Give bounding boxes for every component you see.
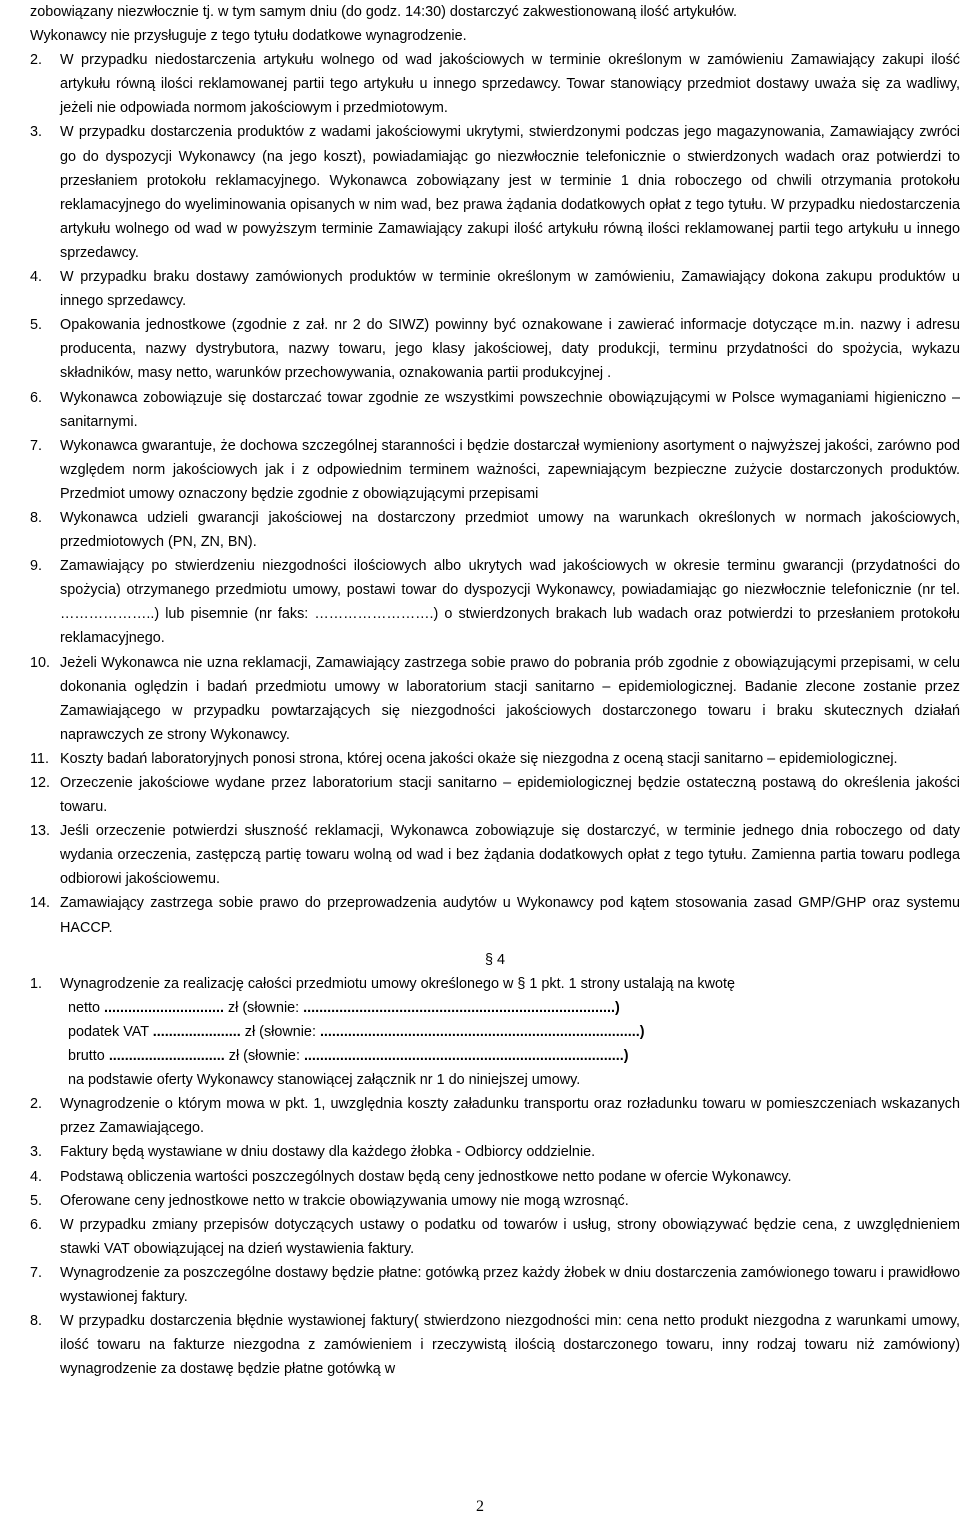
item-text: W przypadku dostarczenia produktów z wadami jakościowymi ukrytymi, stwierdzonymi podczas jego magazynowania, Zamawiający zwróci go do dyspozycji Wykonawcy (na jego koszt), powiadamiając go niezwłocznie telefonicznie o stwierdzonych wadach oraz potwierdzi to przesłaniem protokołu reklamacyjnego. Wykonawca zobowiązany jest w terminie 1 dnia roboczego od chwili otrzymania protokołu reklamacyjnego do wyeliminowania opisanych w nim wad, bez prawa żądania dodatkowych opłat z tego tytułu. W przypadku niedostarczenia artykułu wolnego od wad w powyższym terminie Zamawiający zakupi ilość artykułu równą ilości reklamowanej partii tego artykułu u innego sprzedawcy.: [60, 124, 960, 261]
intro-line-2: Wykonawcy nie przysługuje z tego tytułu dodatkowe wynagrodzenie.: [30, 28, 467, 45]
item-number: 12.: [30, 775, 51, 791]
list-item: [30, 651, 960, 747]
list-item: [30, 506, 960, 554]
amount-currency: zł (słownie:: [223, 999, 304, 1016]
item-number: 5.: [30, 317, 43, 334]
item-text: Faktury będą wystawiane w dniu dostawy dla każdego żłobka - Odbiorcy oddzielnie.: [60, 1144, 596, 1161]
item-number: 10.: [30, 654, 51, 671]
item-text: Orzeczenie jakościowe wydane przez laboratorium stacji sanitarno – epidemiologicznej będzie ostateczną postawą do określenia jakości towaru.: [60, 775, 960, 816]
amount-words-dots: ..............................................................................): [303, 999, 620, 1016]
item-number: 14.: [30, 895, 51, 912]
item-text: Zamawiający po stwierdzeniu niezgodności ilościowych albo ukrytych wad jakościowych w okresie terminu gwarancji (przydatności do spożycia) otrzymanego przedmiotu umowy, postawi towar do dyspozycji Wykonawcy, powiadamiając go niezwłocznie telefonicznie (nr tel. ………………..) lub pisemnie (nr faks: …………………….) o stwierdzonych brakach lub wadach oraz potwierdzi to przesłaniem protokołu reklamacyjnego.: [60, 558, 960, 647]
item-text: Wynagrodzenie za poszczególne dostawy będzie płatne: gotówką przez każdy żłobek w dniu dostarczenia zamówionego towaru i prawidłowo wystawionej faktury.: [60, 1264, 960, 1305]
item-text: Wykonawca udzieli gwarancji jakościowej na dostarczony przedmiot umowy na warunkach określonych w normach jakościowych, przedmiotowych (PN, ZN, BN).: [60, 509, 960, 551]
item-number: 4.: [30, 269, 43, 286]
amount-row-brutto: [30, 1044, 960, 1068]
list-item: [30, 1309, 960, 1381]
section-4-list-continued: [30, 1092, 960, 1381]
item-text: Opakowania jednostkowe (zgodnie z zał. nr 2 do SIWZ) powinny być oznakowane i zawierać informacje dotyczące m.in. nazwy i adresu producenta, nazwy dystrybutora, nazwy towaru, jego klasy jakościowej, daty produkcji, terminu przydatności do spożycia, wykazu składników, masy netto, warunków przechowywania, oznakowania partii produkcyjnej .: [60, 317, 960, 382]
list-item: [30, 386, 960, 434]
offer-note: na podstawie oferty Wykonawcy stanowiącej załącznik nr 1 do niniejszej umowy.: [68, 1072, 581, 1089]
item-number: 11.: [30, 750, 49, 767]
item-number: 1.: [30, 975, 43, 992]
list-item: [30, 891, 960, 939]
amount-currency: zł (słownie:: [224, 1048, 304, 1065]
item-number: 3.: [30, 1144, 43, 1161]
section-3-list: [30, 48, 960, 939]
list-item: [30, 1092, 960, 1140]
item-number: 8.: [30, 509, 43, 526]
amount-currency: zł (słownie:: [240, 1023, 320, 1040]
amount-words-dots: ................................................................................): [303, 1048, 629, 1065]
item-number: 4.: [30, 1168, 43, 1185]
item-number: 6.: [30, 389, 43, 406]
amount-label: netto: [68, 999, 105, 1016]
list-item: [30, 819, 960, 891]
item-text: Wynagrodzenie o którym mowa w pkt. 1, uwzględnia koszty załadunku transportu oraz rozładunku towaru w pomieszczeniach wskazanych przez Zamawiającego.: [60, 1096, 960, 1137]
list-item: [30, 1189, 960, 1213]
list-item: [30, 120, 960, 265]
item-text: Jeżeli Wykonawca nie uzna reklamacji, Zamawiający zastrzega sobie prawo do pobrania prób zgodnie z obowiązującymi przepisami, w celu dokonania oględzin i badań przedmiotu umowy w laboratorium stacji sanitarno – epidemiologicznej. Badanie zlecone zostanie przez Zamawiającego w przypadku powtarzających się niezgodności jakościowych dostarczonego towaru i braku skutecznych działań naprawczych ze strony Wykonawcy.: [60, 654, 960, 743]
item-text: Wykonawca gwarantuje, że dochowa szczególnej staranności i będzie dostarczał wymieniony asortyment o najwyższej jakości, zarówno pod względem norm jakościowych jak i z odpowiednim terminem ważności, zapewniającym bezpieczne zużycie dostarczonych produktów. Przedmiot umowy oznaczony będzie zgodnie z obowiązującymi przepisami: [60, 437, 960, 502]
item-text: Podstawą obliczenia wartości poszczególnych dostaw będą ceny jednostkowe netto podane w ofercie Wykonawcy.: [60, 1168, 792, 1185]
list-item: [30, 1213, 960, 1261]
list-item: [30, 48, 960, 120]
item-number: 9.: [30, 558, 43, 575]
item-text: W przypadku niedostarczenia artykułu wolnego od wad jakościowych w terminie określonym w zamówieniu Zamawiający zakupi ilość artykułu równą ilości reklamowanej partii tego artykułu u innego sprzedawcy. Towar stanowiący przedmiot dostawy uważa się za wadliwy, jeżeli nie odpowiada normom jakościowym i przedmiotowym.: [60, 52, 960, 117]
section-heading: § 4: [484, 951, 505, 968]
item-text: W przypadku zmiany przepisów dotyczących ustawy o podatku od towarów i usług, strony obowiązywać będzie cena, z uwzględnieniem stawki VAT obowiązującej na dzień wystawienia faktury.: [60, 1216, 960, 1257]
list-item: [30, 554, 960, 650]
item-number: 2.: [30, 52, 43, 69]
amount-label: brutto: [68, 1048, 109, 1065]
list-item: [30, 1165, 960, 1189]
list-item: [30, 771, 960, 819]
item-text: Koszty badań laboratoryjnych ponosi strona, której ocena jakości okaże się niezgodna z oceną stacji sanitarno – epidemiologicznej.: [60, 750, 898, 767]
item-text: Wykonawca zobowiązuje się dostarczać towar zgodnie ze wszystkimi powszechnie obowiązującymi w Polsce wymaganiami higieniczno – sanitarnymi.: [60, 389, 960, 430]
item-number: 8.: [30, 1313, 43, 1330]
document-page: [30, 0, 960, 1520]
item-number: 13.: [30, 823, 51, 840]
list-item: [30, 1261, 960, 1309]
item-text: Oferowane ceny jednostkowe netto w trakcie obowiązywania umowy nie mogą wzrosnąć.: [60, 1192, 629, 1209]
list-item: [30, 972, 960, 996]
item-number: 5.: [30, 1192, 43, 1209]
intro-line-1: zobowiązany niezwłocznie tj. w tym samym dniu (do godz. 14:30) dostarczyć zakwestionowaną ilość artykułów.: [30, 4, 738, 20]
list-item: [30, 434, 960, 506]
amount-row-netto: [30, 996, 960, 1020]
item-text: Jeśli orzeczenie potwierdzi słuszność reklamacji, Wykonawca zobowiązuje się dostarczyć, w terminie jednego dnia roboczego od daty wydania orzeczenia, zastępczą partię towaru wolną od wad i bez żądania dodatkowych opłat z tego tytułu. Zamienna partia towaru podlega odbiorowi jakościowemu.: [60, 823, 960, 888]
item-text: W przypadku braku dostawy zamówionych produktów w terminie określonym w zamówieniu, Zamawiający dokona zakupu produktów u innego sprzedawcy.: [60, 269, 960, 310]
page-number: 2: [476, 1498, 484, 1515]
item-number: 7.: [30, 1264, 43, 1281]
amount-label: podatek VAT: [68, 1023, 153, 1040]
item-number: 6.: [30, 1216, 43, 1233]
amount-dots: ......................: [152, 1023, 241, 1040]
item-text: Zamawiający zastrzega sobie prawo do przeprowadzenia audytów u Wykonawcy pod kątem stosowania zasad GMP/GHP oraz systemu HACCP.: [60, 895, 960, 936]
item-text: W przypadku dostarczenia błędnie wystawionej faktury( stwierdzono niezgodności min: cena netto produkt niezgodna z warunkami umowy, ilość towaru na fakturze niezgodna z zamówieniem i rzeczywistą ilością dostarczonego towaru, inny rodzaj towaru niż zamówiony) wynagrodzenie za dostawę będzie płatne gotówką w: [60, 1313, 960, 1378]
list-item: [30, 313, 960, 385]
amount-row-vat: [30, 1020, 960, 1044]
amount-dots: ..............................: [104, 999, 224, 1016]
item-text: Wynagrodzenie za realizację całości przedmiotu umowy określonego w § 1 pkt. 1 strony ustalają na kwotę: [60, 975, 735, 992]
list-item: [30, 1140, 960, 1164]
amount-dots: .............................: [108, 1048, 225, 1065]
item-number: 3.: [30, 124, 43, 141]
item-number: 2.: [30, 1096, 43, 1113]
list-item: [30, 747, 960, 771]
section-4-list: [30, 972, 960, 996]
item-number: 7.: [30, 437, 43, 454]
list-item: [30, 265, 960, 313]
amount-words-dots: ................................................................................): [319, 1023, 645, 1040]
